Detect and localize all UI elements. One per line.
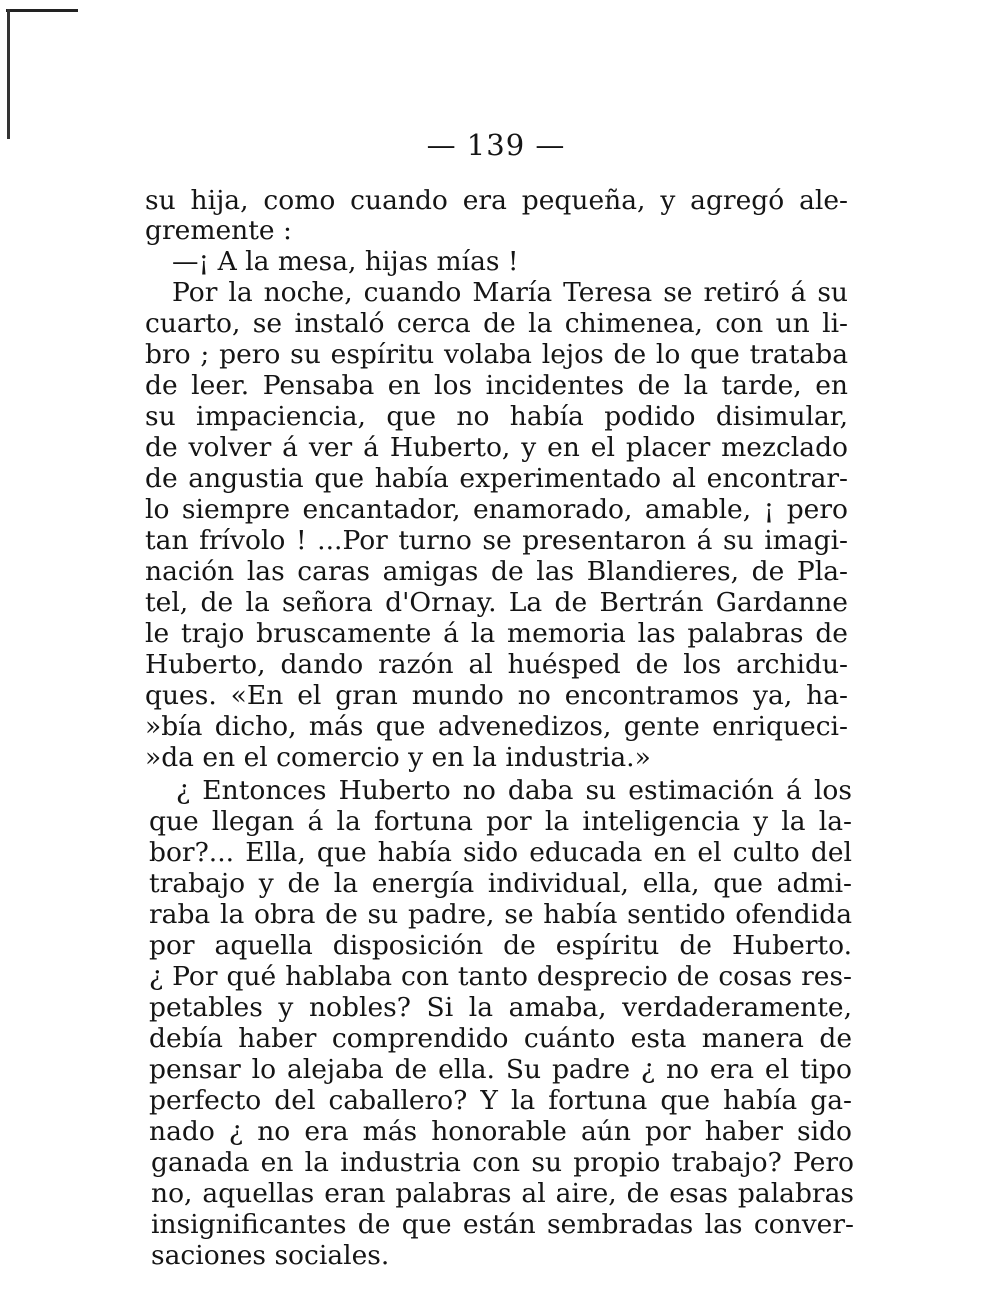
text-line: ¿ Por qué hablaba con tanto desprecio de cosas res- (149, 961, 852, 992)
text-line: bro ; pero su espíritu volaba lejos de lo que trataba (145, 339, 848, 370)
text-line: su impaciencia, que no había podido disimular, (145, 401, 848, 432)
text-line: saciones sociales. (151, 1240, 390, 1271)
text-line: debía haber comprendido cuánto esta manera de (149, 1023, 852, 1054)
text-line: de angustia que había experimentado al encontrar- (145, 463, 848, 494)
page-number: — 139 — (426, 128, 566, 162)
text-line: le trajo bruscamente á la memoria las palabras de (145, 618, 848, 649)
text-line: perfecto del caballero? Y la fortuna que había ga- (149, 1085, 852, 1116)
scan-mark-left (7, 9, 10, 139)
text-line: petables y nobles? Si la amaba, verdaderamente, (149, 992, 852, 1023)
text-line: ques. «En el gran mundo no encontramos ya, ha- (145, 680, 848, 711)
text-line: bor?... Ella, que había sido educada en el culto del (149, 837, 852, 868)
text-line: insignificantes de que están sembradas las conver- (151, 1209, 854, 1240)
text-line: pensar lo alejaba de ella. Su padre ¿ no era el tipo (149, 1054, 852, 1085)
text-line: raba la obra de su padre, se había sentido ofendida (149, 899, 852, 930)
text-line: tel, de la señora d'Ornay. La de Bertrán Gardanne (145, 587, 848, 618)
text-line: ¿ Entonces Huberto no daba su estimación á los (176, 775, 852, 806)
scan-mark-top (6, 9, 78, 12)
text-line: por aquella disposición de espíritu de Huberto. (149, 930, 852, 961)
text-line: lo siempre encantador, enamorado, amable, ¡ pero (145, 494, 848, 525)
text-line: Huberto, dando razón al huésped de los archidu- (145, 649, 848, 680)
text-line: de leer. Pensaba en los incidentes de la tarde, en (145, 370, 848, 401)
text-line: gremente : (145, 215, 292, 246)
text-line: nación las caras amigas de las Blandieres, de Pla- (145, 556, 848, 587)
text-line: trabajo y de la energía individual, ella, que admi- (149, 868, 852, 899)
text-line: Por la noche, cuando María Teresa se retiró á su (172, 277, 848, 308)
text-line: ganada en la industria con su propio trabajo? Pero (151, 1147, 854, 1178)
text-line: su hija, como cuando era pequeña, y agregó ale- (145, 185, 848, 216)
text-line: —¡ A la mesa, hijas mías ! (172, 246, 519, 277)
text-line: que llegan á la fortuna por la inteligencia y la la- (149, 806, 852, 837)
text-line: tan frívolo ! ...Por turno se presentaron á su imagi- (145, 525, 848, 556)
text-line: no, aquellas eran palabras al aire, de esas palabras (151, 1178, 854, 1209)
text-line: de volver á ver á Huberto, y en el placer mezclado (145, 432, 848, 463)
text-line: »bía dicho, más que advenedizos, gente enriqueci- (145, 711, 848, 742)
text-line: cuarto, se instaló cerca de la chimenea, con un li- (145, 308, 848, 339)
text-line: »da en el comercio y en la industria.» (145, 742, 651, 773)
text-line: nado ¿ no era más honorable aún por haber sido (149, 1116, 852, 1147)
